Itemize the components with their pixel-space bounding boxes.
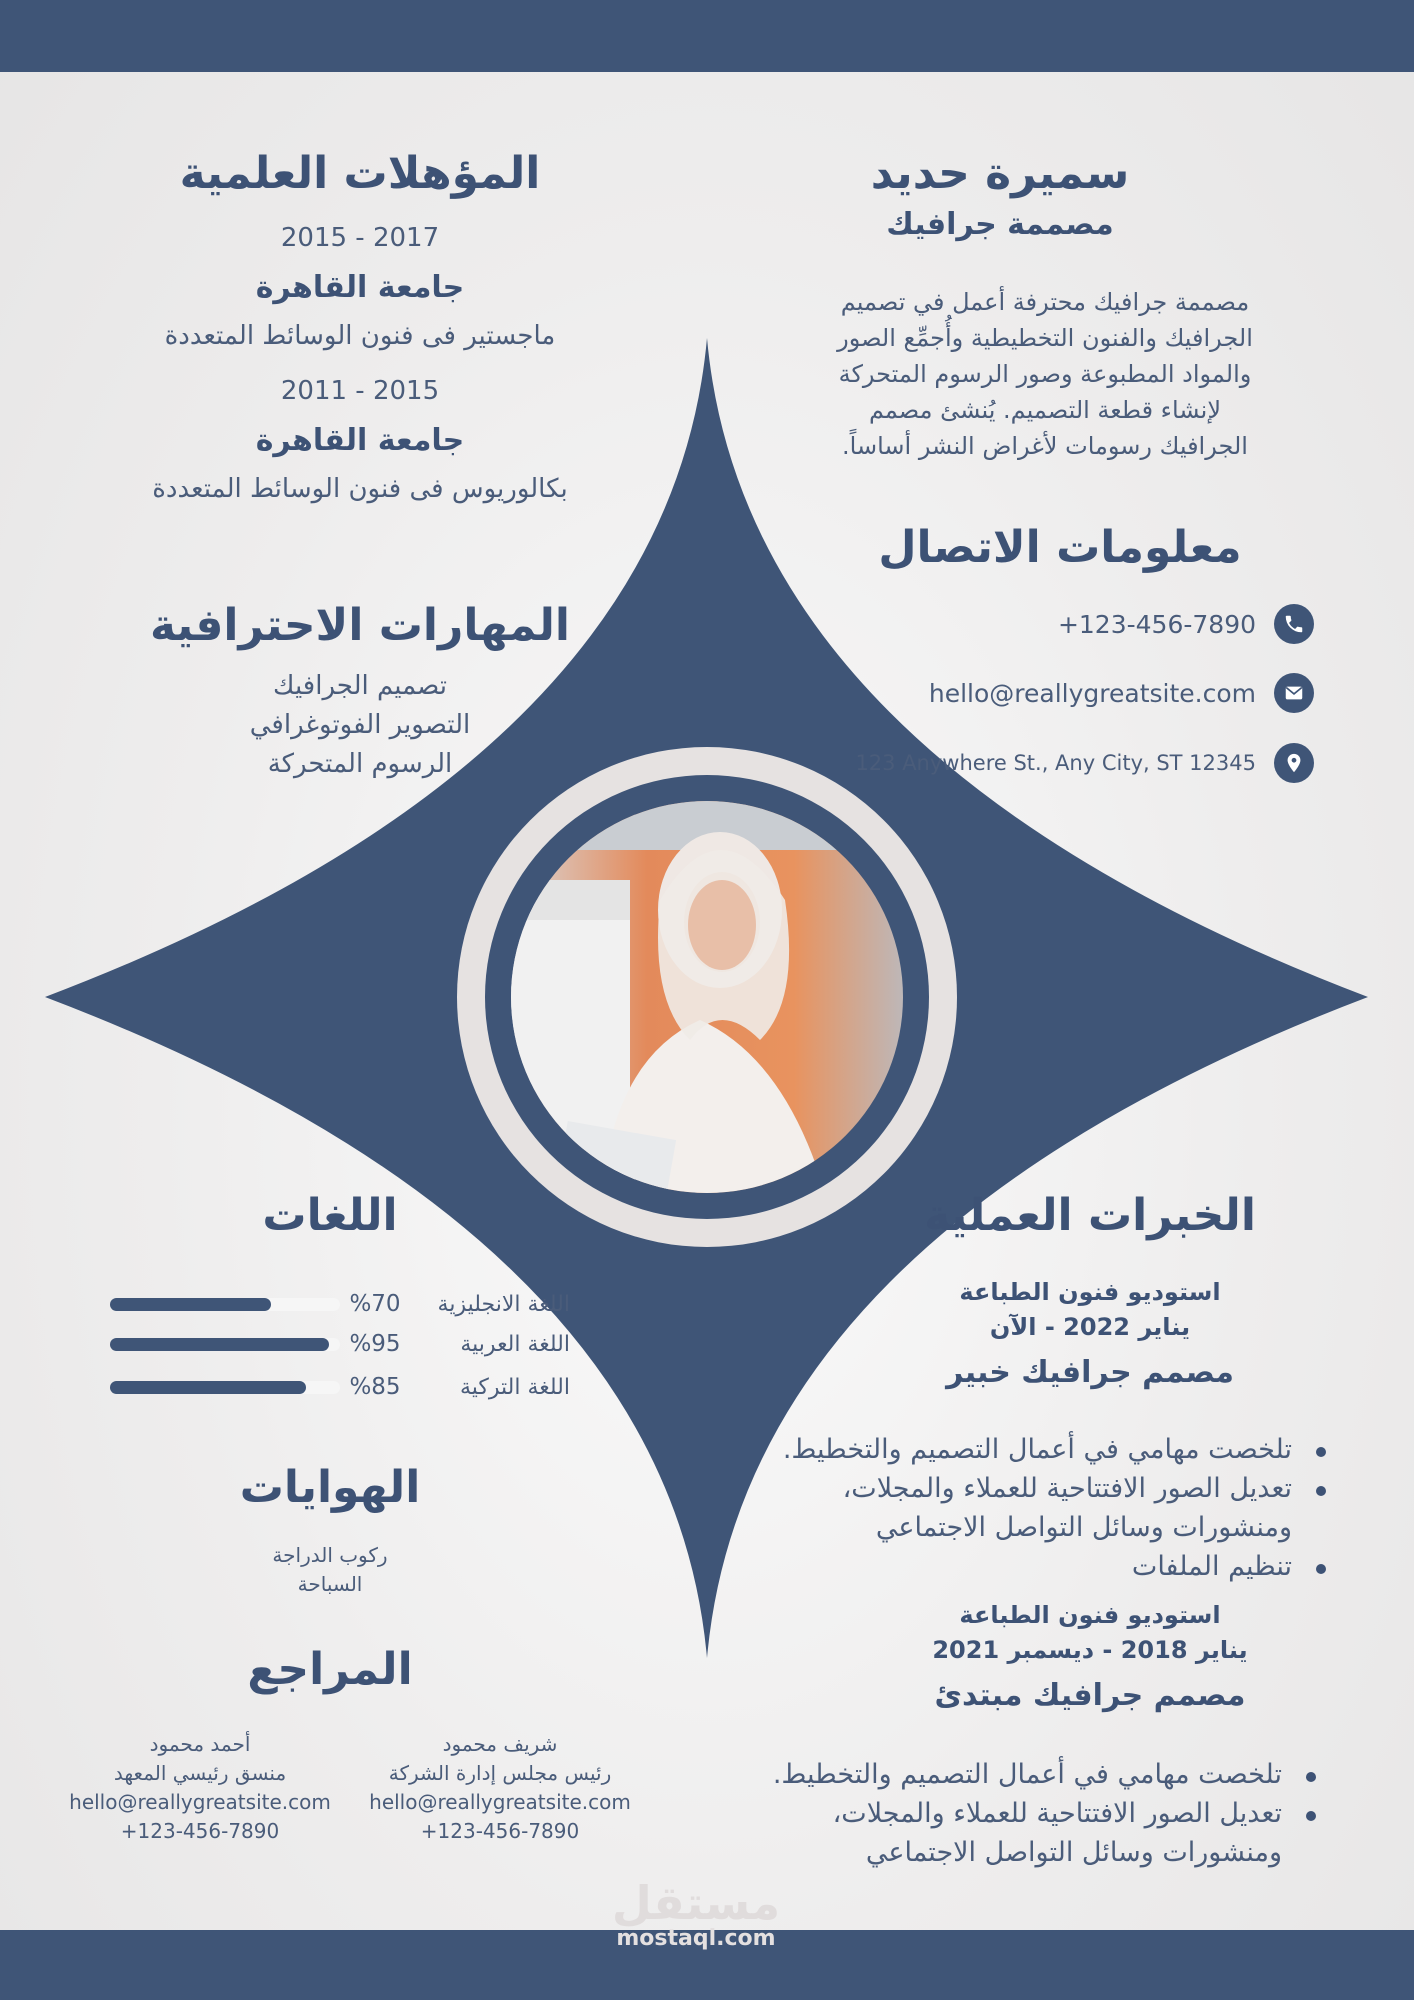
section-heading: معلومات الاتصال — [878, 522, 1242, 573]
profile-summary — [800, 284, 1290, 464]
profile-header — [800, 148, 1200, 244]
job-role: مصمم جرافيك مبتدئ — [934, 1677, 1246, 1713]
experience-job — [880, 1275, 1300, 1392]
section-heading: الهوايات — [239, 1462, 421, 1513]
language-percent: %85 — [349, 1374, 401, 1400]
list-item: تنظيم الملفات — [781, 1547, 1326, 1586]
job-duties-list — [771, 1755, 1316, 1872]
phone-number: +123-456-7890 — [1057, 609, 1256, 639]
languages-heading — [180, 1190, 480, 1243]
hobby-item: السباحة — [297, 1571, 363, 1596]
hobby-item: ركوب الدراجة — [272, 1542, 388, 1567]
reference-email: hello@reallygreatsite.com — [69, 1790, 331, 1814]
language-level-fill — [110, 1298, 271, 1311]
language-row-turkish — [110, 1372, 570, 1402]
phone-icon — [1274, 604, 1314, 644]
hobbies-section — [180, 1462, 480, 1599]
list-item: تعديل الصور الافتتاحية للعملاء والمجلات، ومنشورات وسائل التواصل الاجتماعي — [781, 1469, 1326, 1547]
reference-name: أحمد محمود — [149, 1732, 251, 1756]
references-heading — [180, 1644, 480, 1697]
section-heading: المؤهلات العلمية — [179, 148, 541, 199]
language-name: اللغة التركية — [460, 1374, 570, 1400]
language-name: اللغة الانجليزية — [437, 1291, 570, 1317]
watermark — [560, 1876, 832, 1951]
reference-role: رئيس مجلس إدارة الشركة — [388, 1761, 612, 1785]
list-item: تلخصت مهامي في أعمال التصميم والتخطيط. — [771, 1755, 1316, 1794]
reference-card — [65, 1730, 335, 1846]
person-name: سميرة حديد — [870, 148, 1130, 199]
location-icon — [1274, 743, 1314, 783]
education-years: 2015 - 2011 — [280, 375, 440, 406]
contact-email — [929, 673, 1314, 713]
summary-line: والمواد المطبوعة وصور الرسوم المتحركة — [838, 360, 1252, 388]
reference-phone: +123-456-7890 — [120, 1819, 280, 1843]
job-duties-list — [781, 1430, 1326, 1587]
job-period: يناير 2022 - الآن — [989, 1312, 1191, 1341]
language-level-fill — [110, 1381, 306, 1394]
language-row-arabic — [110, 1329, 570, 1359]
language-level-bar — [110, 1298, 340, 1311]
language-level-bar — [110, 1381, 340, 1394]
email-address: hello@reallygreatsite.com — [928, 678, 1256, 708]
job-company: استوديو فنون الطباعة — [959, 1278, 1221, 1306]
skills-section — [120, 600, 600, 784]
contact-address — [855, 743, 1314, 783]
list-item: تعديل الصور الافتتاحية للعملاء والمجلات، ومنشورات وسائل التواصل الاجتماعي — [771, 1794, 1316, 1872]
experience-heading — [880, 1190, 1300, 1243]
job-title: مصممة جرافيك — [886, 206, 1114, 242]
contact-heading — [860, 522, 1260, 575]
reference-card — [365, 1730, 635, 1846]
contact-phone — [1058, 604, 1314, 644]
section-heading: المراجع — [247, 1644, 413, 1695]
watermark-site: mostaql.com — [616, 1926, 776, 1951]
mail-icon — [1274, 673, 1314, 713]
education-section — [120, 148, 600, 509]
section-heading: الخبرات العملية — [924, 1190, 1256, 1241]
skill-item: تصميم الجرافيك — [273, 670, 447, 701]
education-degree: ماجستير فى فنون الوسائط المتعددة — [164, 320, 556, 351]
experience-job — [880, 1598, 1300, 1715]
section-heading: اللغات — [262, 1190, 398, 1241]
reference-email: hello@reallygreatsite.com — [369, 1790, 631, 1814]
watermark-logo: مستقل — [611, 1876, 781, 1930]
summary-line: لإنشاء قطعة التصميم. يُنشئ مصمم — [868, 396, 1222, 424]
language-level-fill — [110, 1338, 329, 1351]
section-heading: المهارات الاحترافية — [149, 600, 571, 651]
skill-item: التصوير الفوتوغرافي — [249, 709, 471, 740]
summary-line: الجرافيك والفنون التخطيطية وأُجمِّع الصور — [837, 324, 1253, 352]
language-name: اللغة العربية — [460, 1331, 570, 1357]
education-institution: جامعة القاهرة — [255, 269, 465, 305]
reference-role: منسق رئيسي المعهد — [113, 1761, 287, 1785]
language-percent: %95 — [349, 1331, 401, 1357]
summary-line: مصممة جرافيك محترفة أعمل في تصميم — [840, 288, 1250, 316]
education-institution: جامعة القاهرة — [255, 422, 465, 458]
reference-name: شريف محمود — [442, 1732, 558, 1756]
street-address: 123 Anywhere St., Any City, ST 12345 — [855, 751, 1256, 775]
job-period: يناير 2018 - ديسمبر 2021 — [932, 1635, 1248, 1664]
skill-item: الرسوم المتحركة — [267, 748, 453, 779]
education-years: 2017 - 2015 — [280, 222, 440, 253]
education-degree: بكالوريوس فى فنون الوسائط المتعددة — [152, 473, 568, 504]
language-percent: %70 — [349, 1291, 401, 1317]
job-company: استوديو فنون الطباعة — [959, 1601, 1221, 1629]
reference-phone: +123-456-7890 — [420, 1819, 580, 1843]
summary-line: الجرافيك رسومات لأغراض النشر أساساً. — [842, 432, 1248, 460]
language-level-bar — [110, 1338, 340, 1351]
list-item: تلخصت مهامي في أعمال التصميم والتخطيط. — [781, 1430, 1326, 1469]
language-row-english — [110, 1289, 570, 1319]
job-role: مصمم جرافيك خبير — [946, 1354, 1234, 1390]
